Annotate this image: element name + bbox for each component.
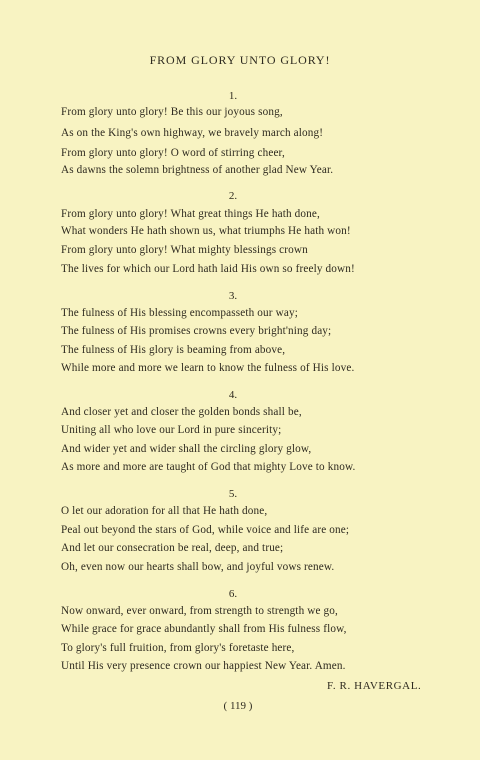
stanza-number: 3. xyxy=(228,290,238,302)
verse-line: O let our adoration for all that He hath done, xyxy=(61,505,268,517)
verse-line: While more and more we learn to know the fulness of His love. xyxy=(61,362,355,374)
verse-line: From glory unto glory! What mighty blessings crown xyxy=(61,244,308,256)
stanza-number: 6. xyxy=(228,588,238,600)
verse-line: Oh, even now our hearts shall bow, and joyful vows renew. xyxy=(61,561,335,573)
verse-line: The fulness of His promises crowns every bright'ning day; xyxy=(61,325,332,337)
verse-line: The fulness of His blessing encompasseth our way; xyxy=(61,307,298,319)
verse-line: And wider yet and wider shall the circling glory glow, xyxy=(61,443,312,455)
verse-line: The lives for which our Lord hath laid His own so freely down! xyxy=(61,263,355,275)
verse-line: Until His very presence crown our happiest New Year. Amen. xyxy=(61,660,346,672)
verse-line: Peal out beyond the stars of God, while voice and life are one; xyxy=(61,524,350,536)
stanza-number: 4. xyxy=(228,389,238,401)
verse-line: And let our consecration be real, deep, and true; xyxy=(61,542,284,554)
verse-line: From glory unto glory! O word of stirring cheer, xyxy=(61,147,285,159)
stanza-number: 2. xyxy=(228,190,238,202)
verse-line: As on the King's own highway, we bravely march along! xyxy=(61,127,324,139)
author-signature: F. R. HAVERGAL. xyxy=(327,680,422,692)
verse-line: The fulness of His glory is beaming from above, xyxy=(61,344,286,356)
page-title: FROM GLORY UNTO GLORY! xyxy=(149,53,331,67)
verse-line: From glory unto glory! Be this our joyous song, xyxy=(61,106,283,118)
verse-line: Now onward, ever onward, from strength to strength we go, xyxy=(61,605,338,617)
verse-line: From glory unto glory! What great things He hath done, xyxy=(61,208,320,220)
verse-line: As more and more are taught of God that mighty Love to know. xyxy=(61,461,356,473)
verse-line: As dawns the solemn brightness of another glad New Year. xyxy=(61,164,334,176)
verse-line: And closer yet and closer the golden bonds shall be, xyxy=(61,406,302,418)
verse-line: To glory's full fruition, from glory's foretaste here, xyxy=(61,642,295,654)
stanza-number: 5. xyxy=(228,488,238,500)
verse-line: Uniting all who love our Lord in pure sincerity; xyxy=(61,424,282,436)
verse-line: While grace for grace abundantly shall from His fulness flow, xyxy=(61,623,347,635)
verse-line: What wonders He hath shown us, what triumphs He hath won! xyxy=(61,225,351,237)
stanza-number: 1. xyxy=(228,90,238,102)
page-number: ( 119 ) xyxy=(223,700,253,712)
